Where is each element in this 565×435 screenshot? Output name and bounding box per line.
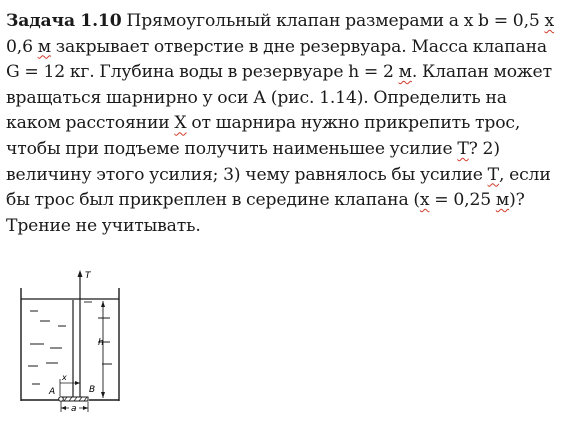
variable-X-word: Х — [174, 113, 187, 134]
hinge-label-A: A — [49, 387, 56, 397]
problem-text-1: Прямоугольный клапан размерами a x b = 0,5 — [121, 11, 545, 31]
problem-statement — [6, 9, 562, 239]
variable-T-word: Т — [487, 164, 499, 185]
unit-m-word: м — [37, 36, 51, 57]
problem-text-6: ? 2) величину этого усилия; 3) чему равнялось бы усилие — [6, 138, 500, 185]
problem-text-8: = 0,25 — [429, 190, 496, 211]
depth-label: h — [98, 338, 104, 348]
problem-text-2: 0,6 — [6, 36, 38, 57]
variable-T-word: Т — [457, 138, 469, 159]
hinge-axis — [59, 397, 64, 402]
unit-m-word: м — [495, 190, 510, 211]
problem-heading: Задача 1.10 — [6, 11, 122, 31]
force-arrow — [78, 270, 83, 277]
problem-text-4: . Клапан может вращаться шарнирно у оси А (рис. 1.14). Определить на каком расстоянии — [6, 62, 552, 134]
unit-m-word: м — [398, 62, 412, 83]
variable-x-word: х — [419, 190, 430, 211]
point-label-B: B — [89, 385, 96, 395]
problem-text-9: )? Трение не учитывать. — [6, 190, 525, 236]
distance-x-label: x — [62, 373, 67, 382]
tank-valve-figure — [18, 266, 128, 416]
problem-text-3: закрывает отверстие в дне резервуара. Масса клапана G = 12 кг. Глубина воды в резервуаре h = 2 — [6, 36, 548, 83]
force-label: T — [85, 271, 91, 281]
width-a-label: a — [71, 404, 77, 414]
problem-text-5: от шарнира нужно прикрепить трос, чтобы при подъеме получить наименьшее усилие — [6, 113, 521, 159]
problem-text-7: , если бы трос был прикреплен в середине клапана ( — [6, 164, 551, 211]
dim-x-word: х — [544, 11, 555, 31]
